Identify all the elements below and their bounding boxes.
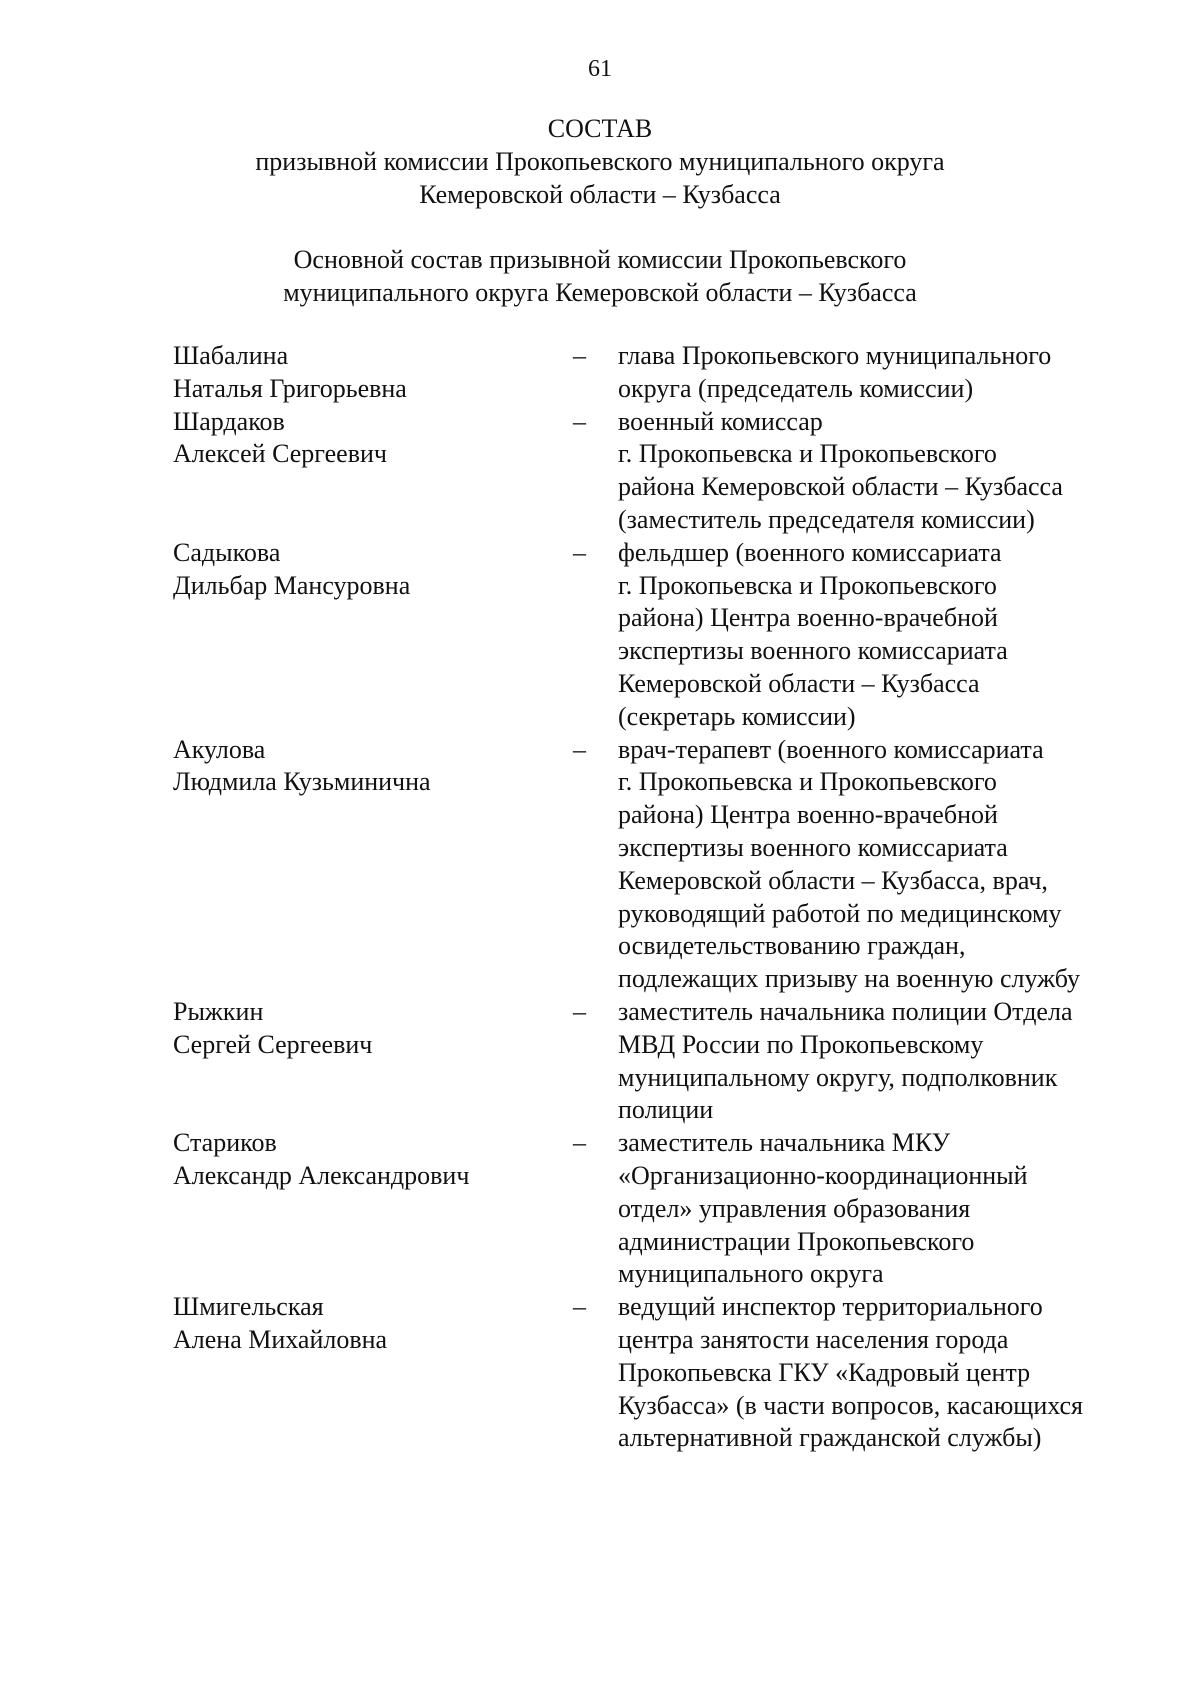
member-name-line: Шмигельская	[173, 1292, 324, 1322]
member-role-line: муниципального округа	[618, 1259, 884, 1289]
member-role-line: (заместитель председателя комиссии)	[618, 504, 1035, 534]
member-dash: –	[573, 1292, 586, 1322]
page-number: 61	[588, 56, 612, 82]
member-role	[618, 1127, 1133, 1291]
member-row	[173, 537, 1133, 734]
member-role-line: администрации Прокопьевского	[618, 1226, 975, 1256]
member-role-line: района) Центра военно-врачебной	[618, 603, 998, 633]
member-name-line: Алена Михайловна	[173, 1324, 388, 1354]
document-heading	[0, 112, 1200, 211]
member-row	[173, 1291, 1133, 1455]
heading-line-3: Кемеровской области – Кузбасса	[419, 180, 781, 209]
member-dash: –	[573, 1128, 586, 1158]
member-role-line: полиции	[618, 1095, 714, 1125]
member-role-line: подлежащих призыву на военную службу	[618, 964, 1080, 994]
member-role-line: округа (председатель комиссии)	[618, 373, 974, 403]
member-name-line: Стариков	[173, 1128, 277, 1158]
member-role	[618, 996, 1133, 1127]
member-name-line: Наталья Григорьевна	[173, 373, 407, 403]
member-role	[618, 1291, 1133, 1455]
member-role-line: руководящий работой по медицинскому	[618, 898, 1062, 928]
member-role	[618, 537, 1133, 734]
heading-line-2: призывной комиссии Прокопьевского муниципального округа	[255, 147, 945, 176]
member-name-line: Рыжкин	[173, 996, 264, 1026]
member-role-line: ведущий инспектор территориального	[618, 1292, 1043, 1322]
member-role-line: Кузбасса» (в части вопросов, касающихся	[618, 1390, 1083, 1420]
member-name-line: Акулова	[173, 734, 266, 764]
member-role-line: г. Прокопьевска и Прокопьевского	[618, 439, 997, 469]
member-role-line: заместитель начальника МКУ	[618, 1128, 951, 1158]
member-dash: –	[573, 996, 586, 1026]
member-name-line: Садыкова	[173, 537, 281, 567]
member-name-line: Александр Александрович	[173, 1160, 470, 1190]
section-heading-line-1: Основной состав призывной комиссии Прокопьевского	[293, 245, 907, 274]
section-heading-line-2: муниципального округа Кемеровской области – Кузбасса	[283, 278, 917, 307]
member-name	[173, 734, 573, 996]
member-name	[173, 406, 573, 537]
members-list	[173, 340, 1133, 1455]
member-role-line: (секретарь комиссии)	[618, 701, 856, 731]
member-name	[173, 1127, 573, 1291]
member-name	[173, 537, 573, 734]
member-role-line: Прокопьевска ГКУ «Кадровый центр	[618, 1357, 1031, 1387]
member-role-line: «Организационно-координационный	[618, 1160, 1028, 1190]
member-dash: –	[573, 537, 586, 567]
member-role-line: врач-терапевт (военного комиссариата	[618, 734, 1044, 764]
member-role	[618, 734, 1133, 996]
member-name-line: Шардаков	[173, 406, 285, 436]
member-name-line: Дильбар Мансуровна	[173, 570, 411, 600]
member-row	[173, 996, 1133, 1127]
member-role	[618, 406, 1133, 537]
member-dash: –	[573, 734, 586, 764]
member-dash: –	[573, 406, 586, 436]
member-role-line: г. Прокопьевска и Прокопьевского	[618, 767, 997, 797]
member-name-line: Шабалина	[173, 341, 289, 370]
member-role	[618, 340, 1133, 406]
member-role-line: глава Прокопьевского муниципального	[618, 341, 1052, 370]
member-role-line: заместитель начальника полиции Отдела	[618, 996, 1073, 1026]
member-role-line: центра занятости населения города	[618, 1324, 1009, 1354]
member-row	[173, 734, 1133, 996]
member-name-line: Сергей Сергеевич	[173, 1029, 373, 1059]
member-role-line: МВД России по Прокопьевскому	[618, 1029, 984, 1059]
member-row	[173, 406, 1133, 537]
member-role-line: фельдшер (военного комиссариата	[618, 537, 1002, 567]
member-role-line: г. Прокопьевска и Прокопьевского	[618, 570, 997, 600]
section-heading	[0, 243, 1200, 309]
member-role-line: муниципальному округу, подполковник	[618, 1062, 1058, 1092]
member-role-line: отдел» управления образования	[618, 1193, 971, 1223]
member-role-line: Кемеровской области – Кузбасса	[618, 668, 980, 698]
member-role-line: альтернативной гражданской службы)	[618, 1423, 1042, 1453]
member-role-line: военный комиссар	[618, 406, 823, 436]
member-role-line: экспертизы военного комиссариата	[618, 832, 1008, 862]
member-name	[173, 1291, 573, 1455]
member-row	[173, 340, 1133, 406]
member-dash: –	[573, 341, 586, 370]
member-role-line: экспертизы военного комиссариата	[618, 636, 1008, 666]
member-name	[173, 996, 573, 1127]
member-name-line: Алексей Сергеевич	[173, 439, 387, 469]
heading-title: СОСТАВ	[547, 114, 653, 143]
member-role-line: района Кемеровской области – Кузбасса	[618, 472, 1063, 502]
member-name	[173, 340, 573, 406]
member-role-line: района) Центра военно-врачебной	[618, 800, 998, 830]
member-role-line: освидетельствованию граждан,	[618, 931, 966, 961]
member-role-line: Кемеровской области – Кузбасса, врач,	[618, 865, 1048, 895]
member-name-line: Людмила Кузьминична	[173, 767, 431, 797]
member-row	[173, 1127, 1133, 1291]
